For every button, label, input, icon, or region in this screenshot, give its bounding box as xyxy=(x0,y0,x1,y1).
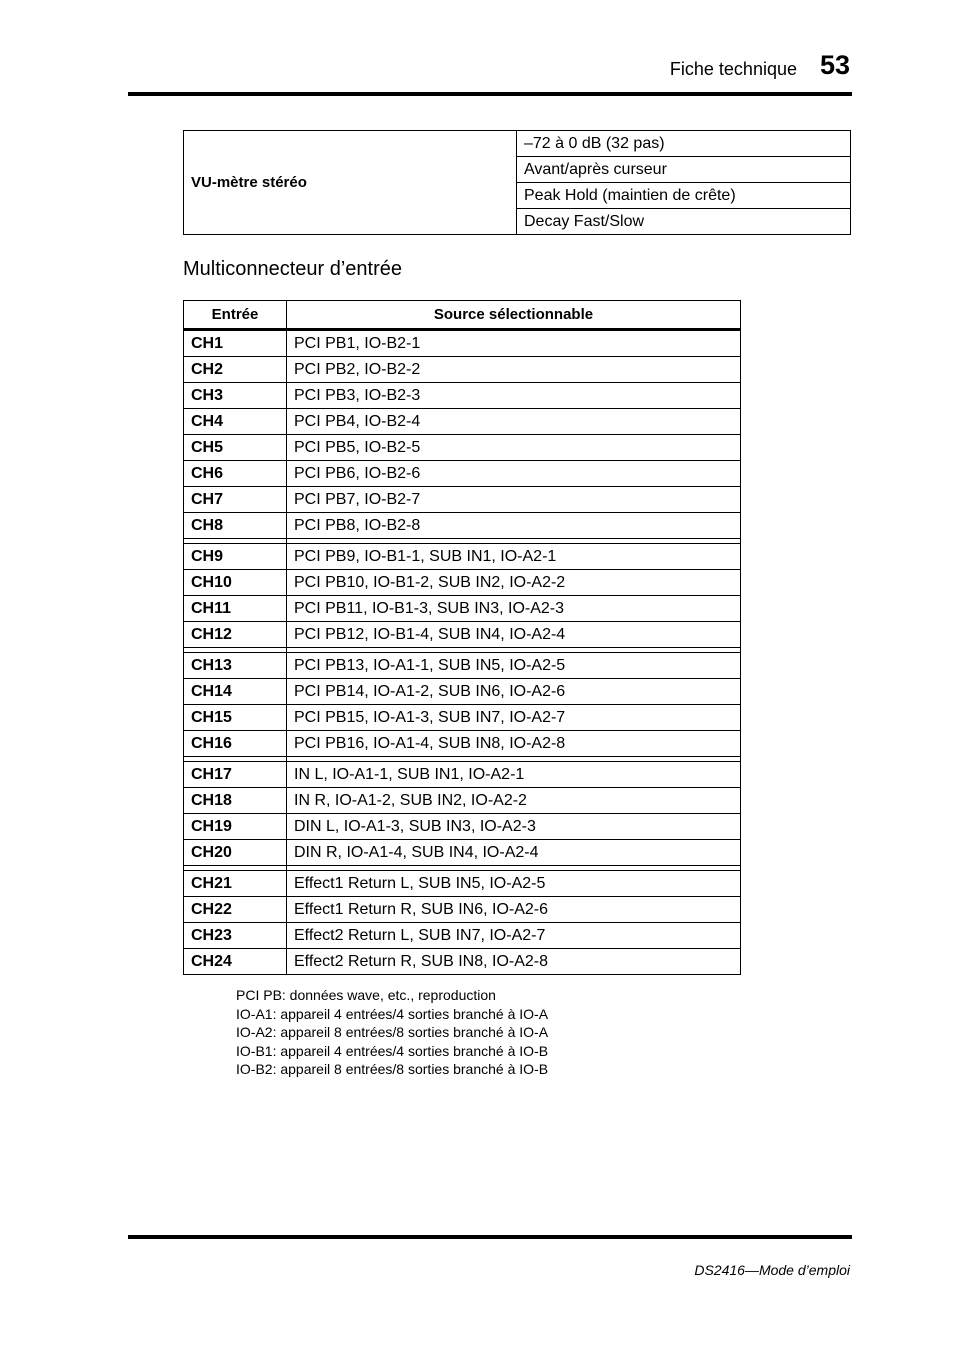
table-row xyxy=(184,596,741,622)
table-row xyxy=(184,622,741,648)
channel-cell: CH7 xyxy=(184,487,287,513)
table-row xyxy=(184,762,741,788)
source-cell: DIN L, IO-A1-3, SUB IN3, IO-A2-3 xyxy=(287,814,741,840)
table-row xyxy=(184,705,741,731)
source-cell: PCI PB3, IO-B2-3 xyxy=(287,383,741,409)
source-cell: PCI PB13, IO-A1-1, SUB IN5, IO-A2-5 xyxy=(287,653,741,679)
vu-meter-value: Avant/après curseur xyxy=(517,157,851,183)
table-row xyxy=(184,544,741,570)
source-cell: PCI PB7, IO-B2-7 xyxy=(287,487,741,513)
table-row xyxy=(184,897,741,923)
table-header-row xyxy=(184,301,741,330)
column-header-source: Source sélectionnable xyxy=(287,301,741,330)
channel-cell: CH18 xyxy=(184,788,287,814)
channel-cell: CH20 xyxy=(184,840,287,866)
channel-cell: CH12 xyxy=(184,622,287,648)
table-row xyxy=(184,949,741,975)
table-row xyxy=(184,814,741,840)
vu-meter-table xyxy=(183,130,851,235)
footnote-line: PCI PB: données wave, etc., reproduction xyxy=(236,987,496,1003)
source-cell: Effect1 Return L, SUB IN5, IO-A2-5 xyxy=(287,871,741,897)
channel-cell: CH22 xyxy=(184,897,287,923)
table-row xyxy=(184,357,741,383)
source-cell: PCI PB10, IO-B1-2, SUB IN2, IO-A2-2 xyxy=(287,570,741,596)
source-cell: PCI PB16, IO-A1-4, SUB IN8, IO-A2-8 xyxy=(287,731,741,757)
source-cell: PCI PB5, IO-B2-5 xyxy=(287,435,741,461)
footer-rule xyxy=(128,1235,852,1239)
table-row xyxy=(184,653,741,679)
channel-cell: CH5 xyxy=(184,435,287,461)
source-cell: Effect2 Return R, SUB IN8, IO-A2-8 xyxy=(287,949,741,975)
channel-cell: CH3 xyxy=(184,383,287,409)
source-cell: PCI PB6, IO-B2-6 xyxy=(287,461,741,487)
source-cell: DIN R, IO-A1-4, SUB IN4, IO-A2-4 xyxy=(287,840,741,866)
channel-cell: CH4 xyxy=(184,409,287,435)
source-cell: IN R, IO-A1-2, SUB IN2, IO-A2-2 xyxy=(287,788,741,814)
footnotes xyxy=(236,986,548,1079)
channel-cell: CH6 xyxy=(184,461,287,487)
channel-cell: CH24 xyxy=(184,949,287,975)
table-row xyxy=(184,513,741,539)
table-row xyxy=(184,679,741,705)
footnote-line: IO-A2: appareil 8 entrées/8 sorties branché à IO-A xyxy=(236,1024,549,1040)
input-connector-table xyxy=(183,300,741,975)
footer-text: DS2416—Mode d’emploi xyxy=(694,1262,850,1278)
channel-cell: CH19 xyxy=(184,814,287,840)
page-number: 53 xyxy=(819,50,850,80)
channel-cell: CH9 xyxy=(184,544,287,570)
vu-meter-value: Decay Fast/Slow xyxy=(517,209,851,235)
header-title: Fiche technique xyxy=(669,59,797,79)
source-cell: PCI PB4, IO-B2-4 xyxy=(287,409,741,435)
source-cell: PCI PB11, IO-B1-3, SUB IN3, IO-A2-3 xyxy=(287,596,741,622)
channel-cell: CH13 xyxy=(184,653,287,679)
channel-cell: CH15 xyxy=(184,705,287,731)
vu-meter-value: –72 à 0 dB (32 pas) xyxy=(517,131,851,157)
table-row xyxy=(184,435,741,461)
channel-cell: CH23 xyxy=(184,923,287,949)
source-cell: PCI PB2, IO-B2-2 xyxy=(287,357,741,383)
table-row xyxy=(184,923,741,949)
source-cell: PCI PB8, IO-B2-8 xyxy=(287,513,741,539)
footnote-line: IO-A1: appareil 4 entrées/4 sorties branché à IO-A xyxy=(236,1005,549,1022)
channel-cell: CH8 xyxy=(184,513,287,539)
channel-cell: CH21 xyxy=(184,871,287,897)
table-row xyxy=(184,409,741,435)
table-row xyxy=(184,840,741,866)
header-rule xyxy=(128,92,852,96)
table-row xyxy=(184,383,741,409)
section-title: Multiconnecteur d’entrée xyxy=(183,258,403,280)
table-row xyxy=(184,487,741,513)
vu-meter-label: VU-mètre stéréo xyxy=(184,131,517,235)
channel-cell: CH14 xyxy=(184,679,287,705)
column-header-input: Entrée xyxy=(184,301,287,330)
footnote-line: IO-B2: appareil 8 entrées/8 sorties branché à IO-B xyxy=(236,1061,549,1077)
table-row xyxy=(184,330,741,357)
channel-cell: CH2 xyxy=(184,357,287,383)
channel-cell: CH17 xyxy=(184,762,287,788)
table-row xyxy=(184,731,741,757)
table-row xyxy=(184,788,741,814)
channel-cell: CH16 xyxy=(184,731,287,757)
source-cell: PCI PB15, IO-A1-3, SUB IN7, IO-A2-7 xyxy=(287,705,741,731)
channel-cell: CH11 xyxy=(184,596,287,622)
channel-cell: CH1 xyxy=(184,330,287,357)
channel-cell: CH10 xyxy=(184,570,287,596)
source-cell: PCI PB9, IO-B1-1, SUB IN1, IO-A2-1 xyxy=(287,544,741,570)
table-row xyxy=(184,131,851,157)
source-cell: PCI PB1, IO-B2-1 xyxy=(287,330,741,357)
source-cell: PCI PB14, IO-A1-2, SUB IN6, IO-A2-6 xyxy=(287,679,741,705)
source-cell: Effect2 Return L, SUB IN7, IO-A2-7 xyxy=(287,923,741,949)
source-cell: PCI PB12, IO-B1-4, SUB IN4, IO-A2-4 xyxy=(287,622,741,648)
source-cell: Effect1 Return R, SUB IN6, IO-A2-6 xyxy=(287,897,741,923)
footnote-line: IO-B1: appareil 4 entrées/4 sorties branché à IO-B xyxy=(236,1042,549,1059)
source-cell: IN L, IO-A1-1, SUB IN1, IO-A2-1 xyxy=(287,762,741,788)
vu-meter-value: Peak Hold (maintien de crête) xyxy=(517,183,851,209)
table-row xyxy=(184,871,741,897)
table-row xyxy=(184,461,741,487)
table-row xyxy=(184,570,741,596)
